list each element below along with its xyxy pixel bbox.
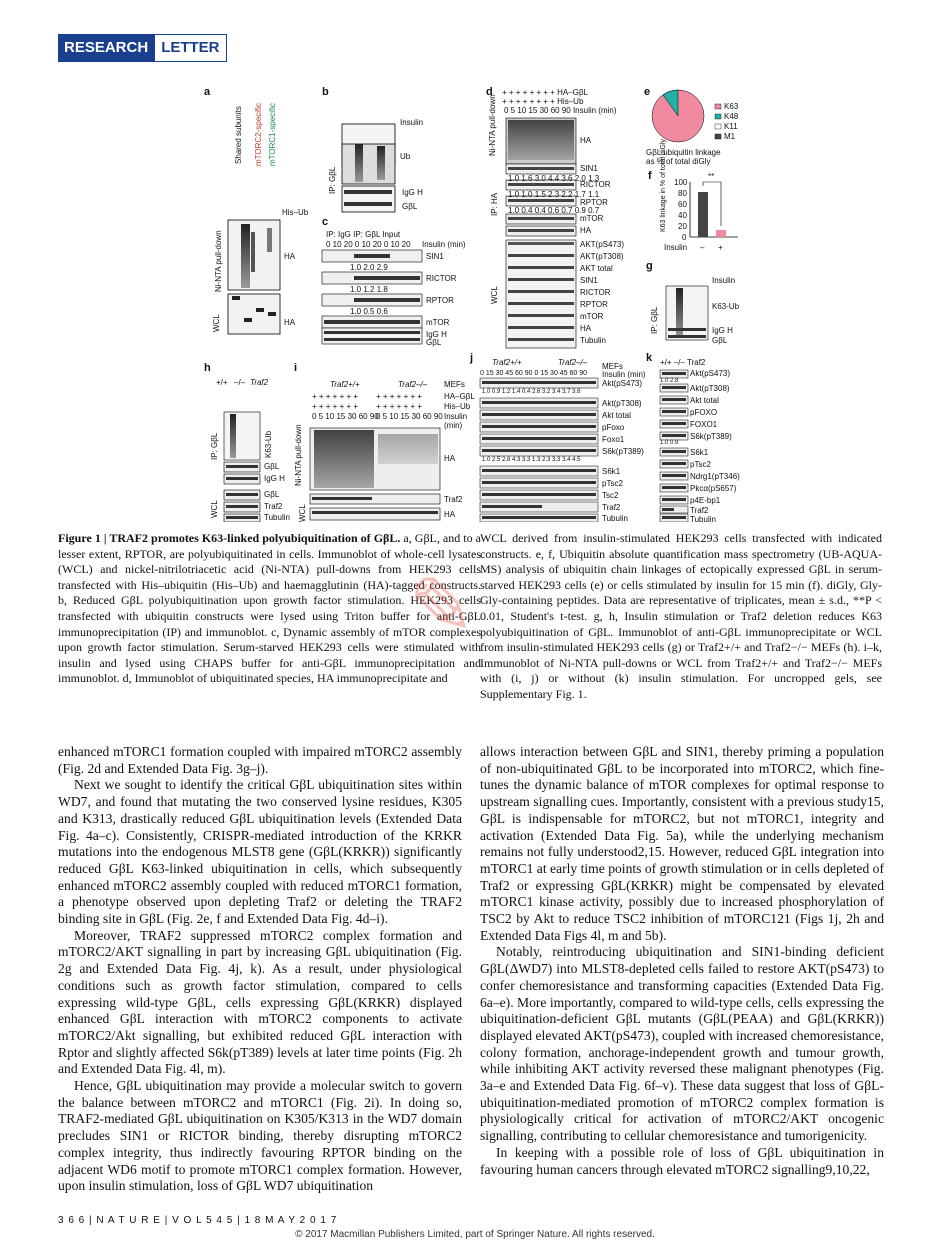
g-ip: IP: GβL [650,306,659,334]
d-wcl-b4: RICTOR [580,288,611,297]
e-legend-k48: K48 [724,112,739,121]
k-band-9: Pkcα(pS657) [690,484,737,493]
panel-h-letter: h [204,362,211,374]
paragraph: allows interaction between GβL and SIN1, thereby priming a population of non-ubiquitinated GβL to be incorporated into mTORC2, which fine-tunes the dynamic balance of mTOR complexes for optimal response to upstream signalling cues. Importantly, consistent with a previous study15, GβL is indispensable for mTORC2, but not mTORC1, integrity and activation (Extended Data Fig. 5a), while the underlying mechanism remains not fully understood2,15. However, reduced GβL integration into mTORC1 at early time points of growth stimulation or in cells depleted of Traf2 or expressing GβL(KRKR) might be compensated by elevated mTORC1 kinase activity, possibly due to increased phosphorylation of TSC2 by Akt to reduce TSC2 inhibition of mTORC121 (Figs 1j, 2h and Extended Data Figs 4l, m and 5b). [480,744,884,943]
figure-caption-right [480,531,882,703]
body-column-right [480,744,884,1178]
blot-b-igg [342,186,395,212]
copyright: © 2017 Macmillan Publishers Limited, part of Springer Nature. All rights reserved. [295,1229,655,1240]
a-hisub-label: His–Ub [282,208,309,217]
panel-c-letter: c [322,216,329,228]
pie-e [652,90,704,142]
c-band-rptor: RPTOR [426,296,454,305]
g-k63: K63-Ub [712,302,740,311]
a-wcl-label: WCL [212,314,221,332]
h-traf2: Traf2 [250,378,269,387]
j-mefs: MEFs [602,362,623,371]
c-insulin: Insulin (min) [422,240,466,249]
i-ha2: HA [444,510,456,519]
j-wt: Traf2+/+ [492,358,522,367]
g-insulin: Insulin [712,276,736,285]
figure-caption-right-body: WCL derived from insulin-stimulated HEK293 cells transfected with indicated constructs. e, f, Ubiquitin absolute quantification mass spectrometry (UB-AQUA-MS) analysis of ubiquitin chain linkages of ectopically expressed GβL in serum-starved HEK293 cells (e) or cells stimulated by insulin for 15 min (f). diGly, Gly-Gly-containing peptides. Data are representative of triplicates, mean ± s.d., **P < 0.01, Student's t-test. g, h, Insulin stimulation or Traf2 deletion reduces K63 polyubiquitination of GβL. Immunoblot of anti-GβL immunoprecipitate or WCL from insulin-stimulated HEK293 cells (g) or Traf2+/+ and Traf2−/− MEFs (h). i–k, Immunoblot of Ni-NTA pull-downs or WCL from Traf2+/+ and Traf2−/− MEFs with (i, j) or without (k) insulin stimulation. For uncropped gels, see Supplementary Fig. 1. [480,531,882,701]
k-band-3: pFOXO [690,408,718,417]
k-genos: +/+ –/– Traf2 [660,358,706,367]
f-tick-20: 20 [678,222,687,231]
d-times: 0 5 10 15 30 60 90 Insulin (min) [504,106,617,115]
k-band-6: S6k1 [690,448,709,457]
c-band-gbl: GβL [426,338,442,347]
letter-label: LETTER [154,34,226,62]
d-ha: HA [580,136,592,145]
h-band-traf2: Traf2 [264,502,283,511]
d-row1: + + + + + + + + HA–GβL [502,88,588,97]
blot-k-bands [660,370,688,522]
h-band-gbl2: GβL [264,490,280,499]
j-band-4: Foxo1 [602,435,625,444]
d-q3: 1.0 0.4 0.4 0.6 0.7 0.9 0.7 [508,206,600,215]
j-band-7: pTsc2 [602,479,623,488]
h-wcl: WCL [210,500,219,518]
k-band-2: Akt total [690,396,719,405]
i-ins: Insulin (min) [444,412,468,430]
d-wcl: WCL [490,286,499,304]
c-q1: 1.0 2.0 2.9 [350,263,388,272]
j-band-2: Akt total [602,411,631,420]
f-tick-40: 40 [678,211,687,220]
d-q2: 1.0 1.0 1.5 2.3 2.2 1.7 1.1 [508,190,600,199]
a-group-mtorc1: mTORC1-specific [268,103,277,166]
d-pull: Ni-NTA pull-down [488,94,497,156]
f-tick-80: 80 [678,189,687,198]
k-q1: 1.0 2.8 [660,378,679,384]
panel-k-letter: k [646,352,653,364]
c-q2: 1.0 1.2 1.8 [350,285,388,294]
panel-b-letter: b [322,86,329,98]
band-a-mtor [241,224,250,288]
f-tick-0: 0 [682,233,687,242]
a-group-shared: Shared subunits [234,106,243,164]
k-band-0: Akt(pS473) [690,369,731,378]
d-band-ha: HA [580,226,592,235]
d-wcl-b8: Tubulin [580,336,606,345]
k-band-8: Ndrg1(pT346) [690,472,740,481]
i-ha: HA [444,454,456,463]
h-band-iggh: IgG H [264,474,285,483]
f-cat-plus: + [718,243,723,252]
d-wcl-b5: RPTOR [580,300,608,309]
d-wcl-b7: HA [580,324,592,333]
i-ko: Traf2–/– [398,380,428,389]
j-band-5: S6k(pT389) [602,447,644,456]
paragraph: In keeping with a possible role of loss of GβL ubiquitination in favouring human cancers through elevated mTORC2 signalling9,10,22, [480,1144,884,1177]
figure-caption-left-body: a, GβL, and to a lesser extent, RPTOR, are polyubiquitinated in cells. Immunoblot of whole-cell lysates (WCL) and nickel-nitrilotriacetic acid (Ni-NTA) pull-downs from HEK293 cells transfected with His–ubiquitin (His–Ub) and haemagglutinin (HA)-tagged constructs. b, Reduced GβL polyubiquitination upon growth factor stimulation. HEK293 cells transfected with ubiquitin constructs were lysed using Triton buffer for anti-GβL immunoprecipitation (IP) and immunoblot. c, Dynamic assembly of mTOR complexes upon growth factor stimulation. Serum-starved HEK293 cells were stimulated with insulin and lysed using CHAPS buffer for anti-GβL immunoprecipitation and immunoblot. d, Immunoblot of ubiquitinated species, HA immunoprecipitate and [58,531,481,686]
h-geno-ko: –/– [234,378,246,387]
d-wcl-b0: AKT(pS473) [580,240,625,249]
i-traf2: Traf2 [444,495,463,504]
body-column-left [58,744,462,1195]
f-cat-minus: – [700,243,705,252]
bar-f-minus [698,192,708,237]
c-times: 0 10 20 0 10 20 0 10 20 [326,240,411,249]
j-band-1: Akt(pT308) [602,399,642,408]
a-ha2-label: HA [284,318,296,327]
i-row1a: + + + + + + + [312,392,359,401]
k-band-11: Traf2 [690,506,709,515]
e-legend-k63: K63 [724,102,739,111]
h-k63: K63-Ub [264,430,273,458]
page-footer: 3 6 6 | N A T U R E | V O L 5 4 5 | 1 8 M A Y 2 0 1 7 [58,1215,338,1226]
k-band-1: Akt(pT308) [690,384,730,393]
c-q3: 1.0 0.5 0.6 [350,307,388,316]
i-row2a: + + + + + + + [312,402,359,411]
paragraph: enhanced mTORC1 formation coupled with impaired mTORC2 assembly (Fig. 2d and Extended Data Fig. 3g–j). [58,744,462,776]
b-gbl: GβL [402,202,418,211]
j-q1: 1.0 0.9 1.2 1.4 0.4 2.6 3.2 3.4 3.7 3.6 [482,389,581,395]
i-mefs: MEFs [444,380,465,389]
bar-chart-f [690,182,738,237]
blot-d-bands [506,118,576,348]
watermark-icon: ✎ [408,560,476,653]
k-band-4: FOXO1 [690,420,718,429]
paragraph: Hence, GβL ubiquitination may provide a molecular switch to govern the balance between mTORC2 and mTORC1 (Fig. 2i). In doing so, TRAF2-mediated GβL ubiquitination on K305/K313 in the WD7 domain precludes SIN1 or RICTOR binding, thereby disrupting mTORC2 complex integrity, thus indirectly favouring RPTOR binding on the adjacent WD6 motif to promote mTORC1 complex formation. However, upon insulin stimulation, loss of GβL WD7 ubiquitination [58,1078,462,1194]
b-ip: IP: GβL [328,166,337,194]
g-gbl: GβL [712,336,728,345]
d-band-rictor: RICTOR [580,180,611,189]
d-band-sin1: SIN1 [580,164,598,173]
f-tick-100: 100 [674,178,688,187]
blot-b-ub [342,144,395,184]
g-iggh: IgG H [712,326,733,335]
paragraph: Next we sought to identify the critical GβL ubiquitination sites within WD7, and found that mutating the two conserved lysine residues, K305 and K313, drastically reduced GβL ubiquitination levels (Extended Data Fig. 4a–c). Consistently, CRISPR-mediated introduction of the KRKR mutations into the endogenous MLST8 gene (GβL(KRKR)) significantly reduced GβL K63-linked ubiquitination in cells, which subsequently enhanced mTORC2 assembly coupled with reduced mTORC1 formation, a phenotype observed upon depleting Traf2 or deleting the TRAF2 binding site in GβL (Fig. 2e, f and Extended Data Fig. 4d–i). [58,777,462,927]
j-band-9: Traf2 [602,503,621,512]
a-pull-label: Ni-NTA pull-down [214,230,223,292]
e-caption: GβL ubiquitin linkage as % of total diGly [646,148,721,166]
journal-header [58,34,227,62]
i-times-a: 0 5 10 15 30 60 90 [312,412,379,421]
blot-j-bands [480,378,598,522]
d-q1: 1.0 1.6 3.0 4.4 3.6 2.0 1.3 [508,174,600,183]
blot-h-ip [224,412,260,460]
k-band-5: S6k(pT389) [690,432,732,441]
f-insulin: Insulin [664,243,688,252]
j-band-10: Tubulin [602,514,628,523]
c-band-iggh: IgG H [426,330,447,339]
i-wcl: WCL [298,504,307,522]
j-times: 0 15 30 45 60 90 0 15 30 45 60 90 [480,370,588,377]
panel-d-letter: d [486,86,493,98]
j-band-3: pFoxo [602,423,625,432]
i-wt: Traf2+/+ [330,380,360,389]
b-ub: Ub [400,152,411,161]
j-ko: Traf2–/– [558,358,588,367]
panel-e-letter: e [644,86,651,98]
j-band-6: S6k1 [602,467,621,476]
i-hisub: His–Ub [444,402,471,411]
panel-a-letter: a [204,86,211,98]
d-band-rptor: RPTOR [580,198,608,207]
i-times-b: 0 5 10 15 30 60 90 [376,412,443,421]
h-band-gbl: GβL [264,462,280,471]
h-geno-wt: +/+ [216,378,228,387]
f-ylabel: K63 linkage in % of total diGly [660,139,667,232]
figure-1 [190,82,910,522]
k-band-12: Tubulin [690,515,716,524]
a-group-mtorc2: mTORC2-specific [254,103,263,166]
i-row2b: + + + + + + + [376,402,423,411]
d-row2: + + + + + + + + His–Ub [502,97,584,106]
f-tick-60: 60 [678,200,687,209]
f-sig: ** [708,172,715,181]
paragraph: Moreover, TRAF2 suppressed mTORC2 complex formation and mTORC2/AKT signalling in part by increasing GβL ubiquitination (Fig. 2g and Extended Data Fig. 4j, k). As a result, under physiological conditions such as growth factor stimulation, compared to cells expressing wild-type GβL, cells expressing GβL(KRKR) displayed enhanced GβL interaction with mTORC2 components to activate mTORC2/Akt signalling, but exhibited reduced GβL interaction with Rptor and slightly affected S6k(pT389) levels at later time points (Fig. 2h and Extended Data Fig. 4l, m). [58,927,462,1077]
h-band-tubulin: Tubulin [264,513,290,522]
e-legend-m1: M1 [724,132,736,141]
c-header: IP: IgG IP: GβL Input [326,230,401,239]
k-q2: 1.0 0.9 [660,440,679,446]
paragraph: Notably, reintroducing ubiquitination and SIN1-binding deficient GβL(ΔWD7) into MLST8-depleted cells failed to restore AKT(pS473) to confer chemoresistance and transforming capacities (Extended Data Fig. 6a–e). More importantly, compared to wild-type cells, cells expressing the ubiquitination-deficient GβL mutants (GβL(PEAA) and GβL(KRKR)) displayed elevated AKT(pS473), coupled with increased chemoresistance, colony formation, anchorage-independent growth and tumour growth, while inhibiting AKT activity reversed these malignant phenotypes (Fig. 3a–e and Extended Data Fig. 6f–v). These data suggest that loss of GβL-ubiquitination-mediated promotion of mTORC2 complex formation is physiologically critical for activation of mTORC2/AKT oncogenic signalling, contributing to cellular chemoresistance and tumorigenicity. [480,944,884,1144]
j-ins: Insulin (min) [602,370,646,379]
i-row1b: + + + + + + + [376,392,423,401]
panel-g-letter: g [646,260,653,272]
panel-j-letter: j [470,352,474,364]
d-wcl-b6: mTOR [580,312,604,321]
b-insulin: Insulin [400,118,424,127]
d-band-mtor: mTOR [580,214,604,223]
panel-f-letter: f [648,170,652,182]
research-label: RESEARCH [58,34,154,62]
figure-caption-title: Figure 1 | TRAF2 promotes K63-linked polyubiquitination of GβL. [58,531,401,545]
d-wcl-b2: AKT total [580,264,613,273]
h-ip: IP: GβL [210,432,219,460]
j-band-8: Tsc2 [602,491,619,500]
a-ha-label: HA [284,252,296,261]
k-band-10: p4E-bp1 [690,496,721,505]
bar-f-plus [716,230,726,237]
b-iggh: IgG H [402,188,423,197]
e-legend-k11: K11 [724,122,738,131]
c-band-mtor: mTOR [426,318,450,327]
i-pull: Ni-NTA pull-down [294,424,303,486]
d-ipha: IP: HA [490,192,499,216]
d-wcl-b1: AKT(pT308) [580,252,624,261]
d-wcl-b3: SIN1 [580,276,598,285]
blot-g [666,286,708,340]
j-q2: 1.0 2.5 2.8 4.3 3.3 1.3 2.3 3.3 3.4 4.5 [482,457,581,463]
j-band-0: Akt(pS473) [602,379,643,388]
k-band-7: pTsc2 [690,460,711,469]
i-hagbl: HA–GβL [444,392,475,401]
panel-i-letter: i [294,362,298,374]
c-band-sin1: SIN1 [426,252,444,261]
c-band-rictor: RICTOR [426,274,457,283]
